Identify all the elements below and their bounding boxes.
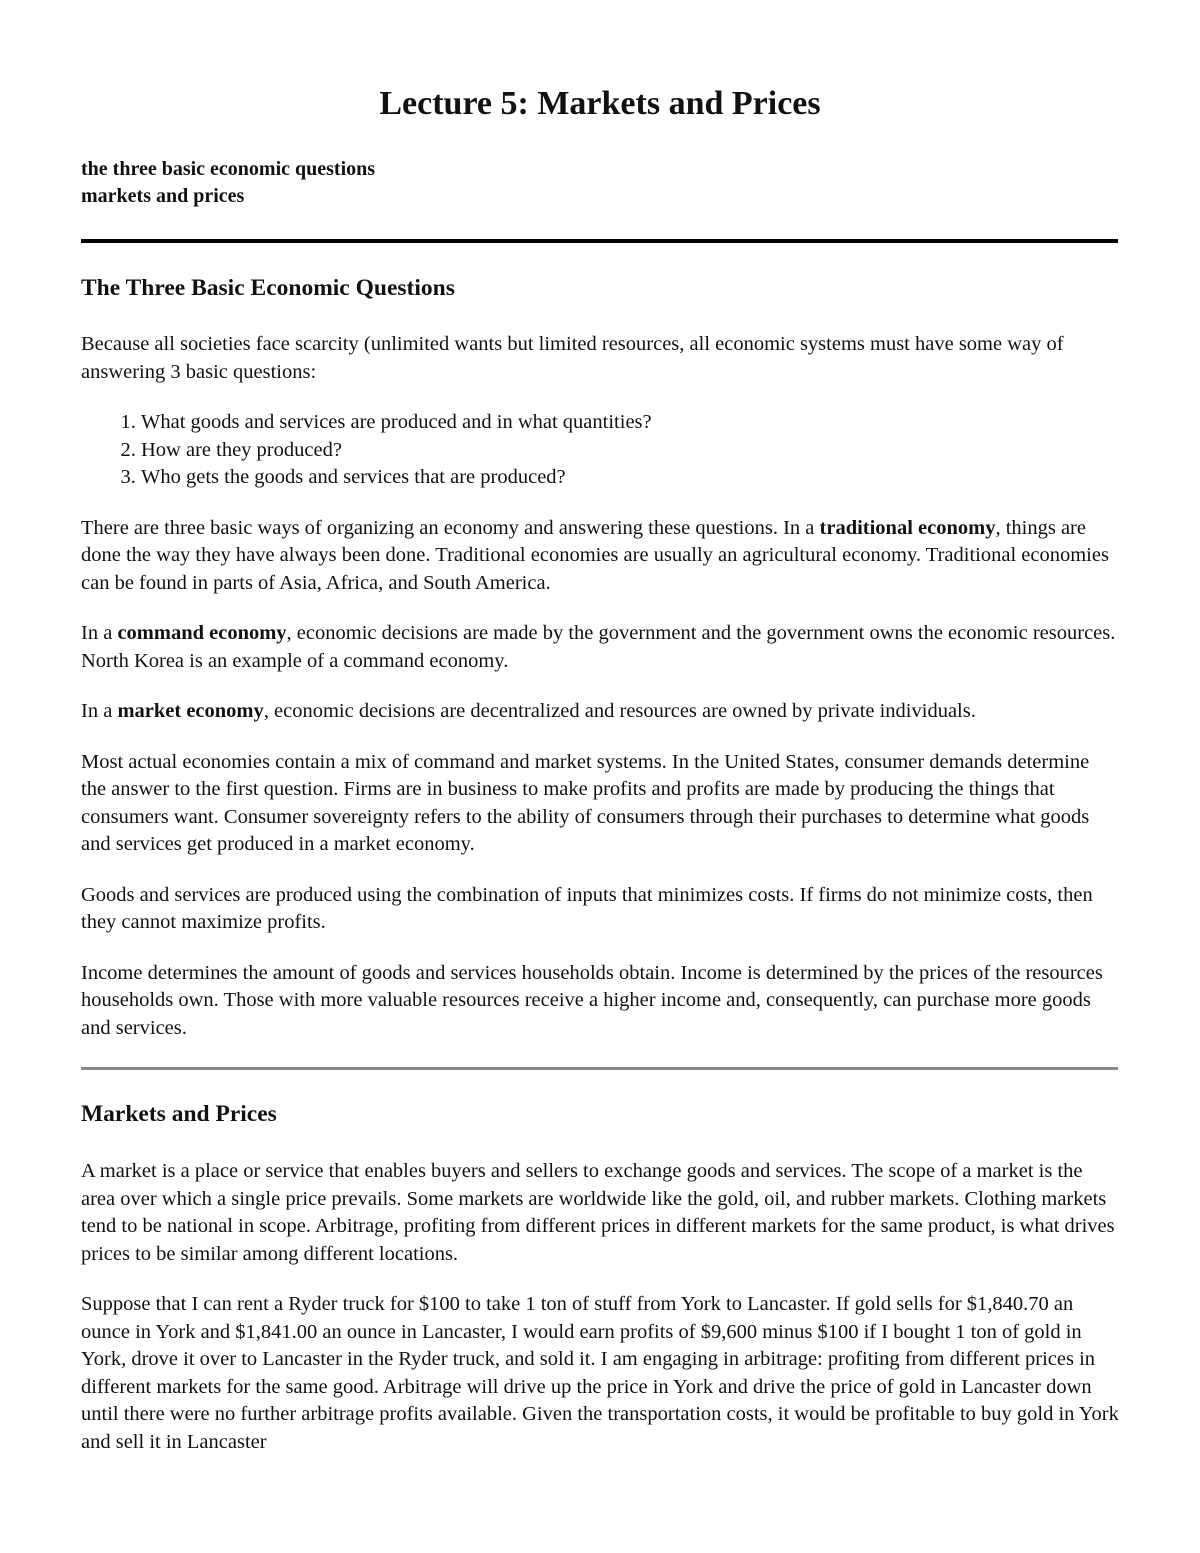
list-item: 1. What goods and services are produced and in what quantities? [141, 409, 1119, 437]
section-heading-markets-prices: Markets and Prices [81, 1101, 277, 1127]
paragraph-arbitrage-example: Suppose that I can rent a Ryder truck for $100 to take 1 ton of stuff from York to Lancaster. If gold sells for $1,840.70 an ounce in York and $1,841.00 an ounce in Lancaster, I would earn profits of $9,600 minus $100 if I bought 1 ton of gold in York, drove it over to Lancaster in the Ryder truck, and sold it. I am engaging in arbitrage: profiting from different prices in different markets for the same good. Arbitrage will drive up the price in York and drive the price of gold in Lancaster down until there were no further arbitrage profits available. Given the transportation costs, it would be profitable to buy gold in York and sell it in Lancaster [81, 1293, 1119, 1453]
paragraph-market-economy: In a market economy, economic decisions are decentralized and resources are owned by private individuals. [81, 700, 976, 722]
section-body-markets-prices [81, 1158, 1119, 1479]
thin-divider [81, 1067, 1118, 1070]
section-body-basic-questions [81, 331, 1119, 1065]
page-title: Lecture 5: Markets and Prices [379, 85, 821, 122]
questions-list [81, 409, 1119, 492]
paragraph-market-definition: A market is a place or service that enables buyers and sellers to exchange goods and services. The scope of a market is the area over which a single price prevails. Some markets are worldwide like the gold, oil, and rubber markets. Clothing markets tend to be national in scope. Arbitrage, profiting from different prices in different markets for the same product, is what drives prices to be similar among different locations. [81, 1160, 1115, 1265]
paragraph-intro: Because all societies face scarcity (unlimited wants but limited resources, all economic systems must have some way of answering 3 basic questions: [81, 333, 1064, 383]
list-item: 2. How are they produced? [141, 437, 1119, 465]
thick-divider [81, 239, 1118, 243]
section-heading-basic-questions: The Three Basic Economic Questions [81, 275, 455, 301]
term-traditional-economy: traditional economy [819, 516, 996, 539]
toc-item: markets and prices [81, 185, 245, 207]
paragraph-mixed-economies: Most actual economies contain a mix of command and market systems. In the United States, consumer demands determine the answer to the first question. Firms are in business to make profits and profits are made by producing the things that consumers want. Consumer sovereignty refers to the ability of consumers through their purchases to determine what goods and services get produced in a market economy. [81, 750, 1090, 855]
toc-item: the three basic economic questions [81, 158, 376, 180]
term-market-economy: market economy [117, 700, 264, 722]
paragraph-income: Income determines the amount of goods and services households obtain. Income is determined by the prices of the resources households own. Those with more valuable resources receive a higher income and, consequently, can purchase more goods and services. [81, 961, 1103, 1039]
table-of-contents [81, 156, 375, 210]
paragraph-costs: Goods and services are produced using the combination of inputs that minimizes costs. If firms do not minimize costs, then they cannot maximize profits. [81, 883, 1093, 933]
list-item: 3. Who gets the goods and services that are produced? [141, 464, 1119, 492]
term-command-economy: command economy [117, 622, 287, 644]
paragraph-command-economy: In a command economy, economic decisions are made by the government and the government owns the economic resources. North Korea is an example of a command economy. [81, 622, 1116, 672]
paragraph-traditional-economy: There are three basic ways of organizing an economy and answering these questions. In a traditional economy, things are done the way they have always been done. Traditional economies are usually an agricultural economy. Traditional economies can be found in parts of Asia, Africa, and South America. [81, 516, 1109, 594]
